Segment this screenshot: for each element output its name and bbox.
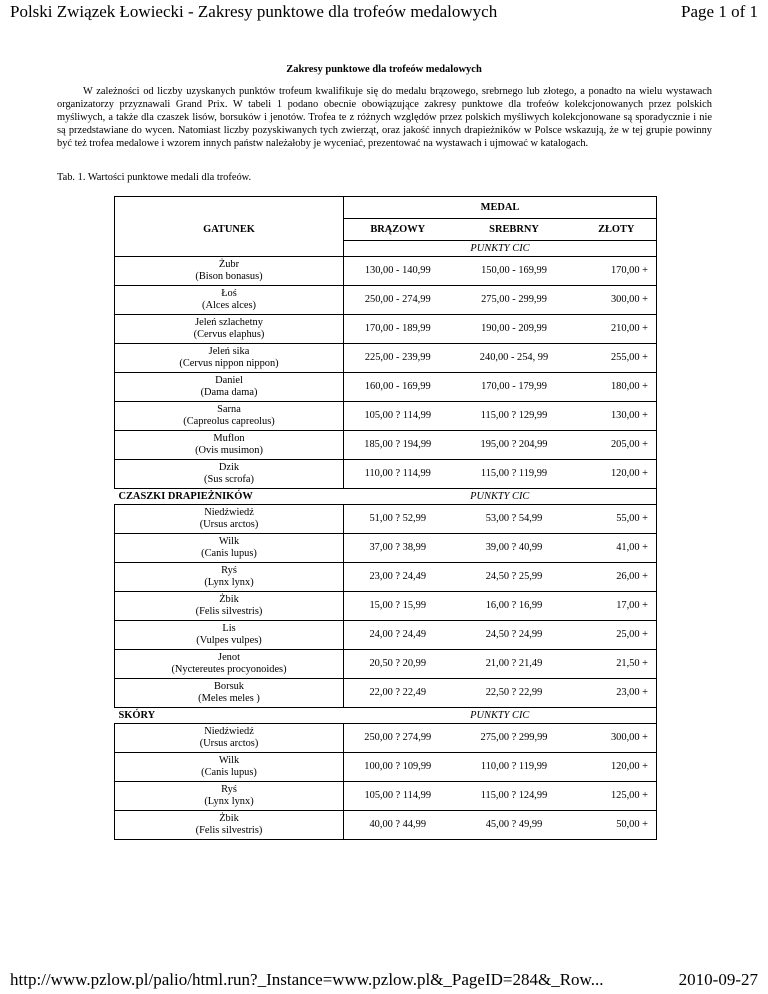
gold-value: 130,00 + [577,402,657,431]
gold-value: 17,00 + [577,592,657,621]
print-header-page-number: Page 1 of 1 [681,2,758,21]
species-name: Niedźwiedź [204,507,254,518]
species-name: Wilk [218,536,240,547]
medal-header: MEDAL [344,197,657,219]
table-row [115,373,657,402]
bronze-value: 37,00 ? 38,99 [344,534,452,563]
gold-value: 25,00 + [577,621,657,650]
bronze-value: 15,00 ? 15,99 [344,592,452,621]
species-name: Borsuk [213,681,245,692]
bronze-value: 24,00 ? 24,49 [344,621,452,650]
section-label: SKÓRY [115,708,344,724]
species-cell [115,505,344,534]
bronze-value: 105,00 ? 114,99 [344,402,452,431]
table-row [115,650,657,679]
silver-value: 190,00 - 209,99 [452,315,577,344]
species-cell [115,344,344,373]
table-row [115,563,657,592]
species-latin-name: (Lynx lynx) [204,577,254,588]
species-name: Jeleń sika [208,346,250,357]
species-name: Jenot [218,652,240,663]
species-latin-name: (Canis lupus) [201,548,257,559]
species-latin-name: (Vulpes vulpes) [196,635,262,646]
species-latin-name: (Canis lupus) [201,767,257,778]
species-cell [115,650,344,679]
species-cell [115,257,344,286]
bronze-value: 22,00 ? 22,49 [344,679,452,708]
table-row [115,505,657,534]
species-latin-name: (Ursus arctos) [199,738,259,749]
species-header-top [115,197,344,219]
species-cell [115,460,344,489]
gold-value: 300,00 + [577,286,657,315]
species-latin-name: (Alces alces) [202,300,256,311]
species-cell [115,679,344,708]
gold-value: 50,00 + [577,811,657,840]
table-row [115,431,657,460]
bronze-value: 250,00 - 274,99 [344,286,452,315]
species-cell [115,431,344,460]
silver-value: 53,00 ? 54,99 [452,505,577,534]
bronze-value: 40,00 ? 44,99 [344,811,452,840]
species-name: Muflon [213,433,245,444]
bronze-value: 250,00 ? 274,99 [344,724,452,753]
gold-value: 120,00 + [577,460,657,489]
gold-value: 55,00 + [577,505,657,534]
species-header: GATUNEK [115,219,344,241]
table-row [115,621,657,650]
bronze-header: BRĄZOWY [344,219,452,241]
species-name: Żubr [218,259,240,270]
species-cell [115,811,344,840]
table-row [115,592,657,621]
species-cell [115,592,344,621]
species-name: Niedźwiedź [204,726,254,737]
species-latin-name: (Bison bonasus) [195,271,263,282]
species-latin-name: (Cervus nippon nippon) [179,358,279,369]
species-latin-name: (Nyctereutes procyonoides) [171,664,287,675]
section-label: CZASZKI DRAPIEŻNIKÓW [115,489,344,505]
medal-points-table [114,196,657,840]
intro-paragraph: W zależności od liczby uzyskanych punktów trofeum kwalifikuje się do medalu brązowego, srebrnego lub złotego, a ponadto na wielu wystawach organizatorzy przyznawali Grand Prix. W tabeli 1 podano obecnie obowiązujące zakresy punktowe dla trofeów kolekcjonowanych przez polskich myśliwych, a także dla czaszek lisów, borsuków i jenotów. Trofea te z różnych względów przez polskich myśliwych kolekcjonowane są sporadycznie i nie są przedstawiane do wycen. Natomiast liczby pozyskiwanych tych zwierząt, oraz jakość innych drapieżników w Polsce wskazują, że w tej grupie powinny być też trofea medalowe i wzorem innych państw należałoby je wyceniać, prezentować na wystawach i ujmować w katalogach. [57,86,712,149]
species-cell [115,286,344,315]
silver-value: 275,00 ? 299,99 [452,724,577,753]
species-cell [115,753,344,782]
species-latin-name: (Sus scrofa) [204,474,254,485]
table-row [115,286,657,315]
print-footer-date: 2010-09-27 [678,970,758,989]
species-name: Lis [222,623,236,634]
species-cell [115,373,344,402]
bronze-value: 100,00 ? 109,99 [344,753,452,782]
bronze-value: 23,00 ? 24,49 [344,563,452,592]
silver-header: SREBRNY [452,219,577,241]
table-row [115,753,657,782]
gold-value: 21,50 + [577,650,657,679]
silver-value: 150,00 - 169,99 [452,257,577,286]
silver-value: 195,00 ? 204,99 [452,431,577,460]
bronze-value: 20,50 ? 20,99 [344,650,452,679]
table-row [115,257,657,286]
species-cell [115,402,344,431]
species-name: Żbik [219,594,239,605]
gold-value: 41,00 + [577,534,657,563]
table-row [115,402,657,431]
table-row [115,534,657,563]
species-latin-name: (Felis silvestris) [195,606,263,617]
gold-value: 23,00 + [577,679,657,708]
silver-value: 24,50 ? 25,99 [452,563,577,592]
silver-value: 240,00 - 254, 99 [452,344,577,373]
gold-value: 26,00 + [577,563,657,592]
silver-value: 115,00 ? 119,99 [452,460,577,489]
table-row [115,679,657,708]
gold-header: ZŁOTY [577,219,657,241]
gold-value: 180,00 + [577,373,657,402]
silver-value: 110,00 ? 119,99 [452,753,577,782]
bronze-value: 160,00 - 169,99 [344,373,452,402]
silver-value: 45,00 ? 49,99 [452,811,577,840]
silver-value: 39,00 ? 40,99 [452,534,577,563]
bronze-value: 51,00 ? 52,99 [344,505,452,534]
points-header: PUNKTY CIC [344,241,657,257]
table-row [115,344,657,373]
bronze-value: 110,00 ? 114,99 [344,460,452,489]
species-name: Ryś [221,565,237,576]
silver-value: 16,00 ? 16,99 [452,592,577,621]
silver-value: 22,50 ? 22,99 [452,679,577,708]
silver-value: 115,00 ? 124,99 [452,782,577,811]
gold-value: 205,00 + [577,431,657,460]
species-name: Sarna [217,404,241,415]
species-name: Jeleń szlachetny [195,317,263,328]
bronze-value: 170,00 - 189,99 [344,315,452,344]
species-latin-name: (Dama dama) [200,387,258,398]
species-cell [115,782,344,811]
table-row [115,811,657,840]
silver-value: 275,00 - 299,99 [452,286,577,315]
species-latin-name: (Lynx lynx) [204,796,254,807]
gold-value: 120,00 + [577,753,657,782]
table-row [115,782,657,811]
gold-value: 210,00 + [577,315,657,344]
species-latin-name: (Ursus arctos) [199,519,259,530]
silver-value: 115,00 ? 129,99 [452,402,577,431]
species-cell [115,563,344,592]
silver-value: 21,00 ? 21,49 [452,650,577,679]
table-row [115,315,657,344]
species-latin-name: (Ovis musimon) [195,445,263,456]
species-cell [115,534,344,563]
gold-value: 170,00 + [577,257,657,286]
table-row [115,460,657,489]
table-row [115,724,657,753]
species-name: Wilk [218,755,240,766]
medal-table-body [115,257,657,840]
species-latin-name: (Meles meles ) [198,693,260,704]
section-points-header: PUNKTY CIC [344,489,657,505]
species-cell [115,315,344,344]
document-title: Zakresy punktowe dla trofeów medalowych [286,64,482,75]
bronze-value: 225,00 - 239,99 [344,344,452,373]
species-name: Ryś [221,784,237,795]
table-caption: Tab. 1. Wartości punktowe medali dla trofeów. [57,172,252,183]
species-latin-name: (Felis silvestris) [195,825,263,836]
silver-value: 170,00 - 179,99 [452,373,577,402]
bronze-value: 105,00 ? 114,99 [344,782,452,811]
species-cell [115,621,344,650]
silver-value: 24,50 ? 24,99 [452,621,577,650]
gold-value: 255,00 + [577,344,657,373]
species-latin-name: (Cervus elaphus) [193,329,265,340]
species-cell [115,724,344,753]
gold-value: 125,00 + [577,782,657,811]
bronze-value: 185,00 ? 194,99 [344,431,452,460]
species-latin-name: (Capreolus capreolus) [183,416,275,427]
species-name: Żbik [219,813,239,824]
species-name: Łoś [221,288,237,299]
species-name: Dzik [218,462,240,473]
gold-value: 300,00 + [577,724,657,753]
species-name: Daniel [215,375,243,386]
print-footer-url: http://www.pzlow.pl/palio/html.run?_Instance=www.pzlow.pl&_PageID=284&_Row... [10,970,604,989]
print-header-title: Polski Związek Łowiecki - Zakresy punktowe dla trofeów medalowych [10,2,498,21]
species-header-bottom [115,241,344,257]
section-points-header: PUNKTY CIC [344,708,657,724]
bronze-value: 130,00 - 140,99 [344,257,452,286]
